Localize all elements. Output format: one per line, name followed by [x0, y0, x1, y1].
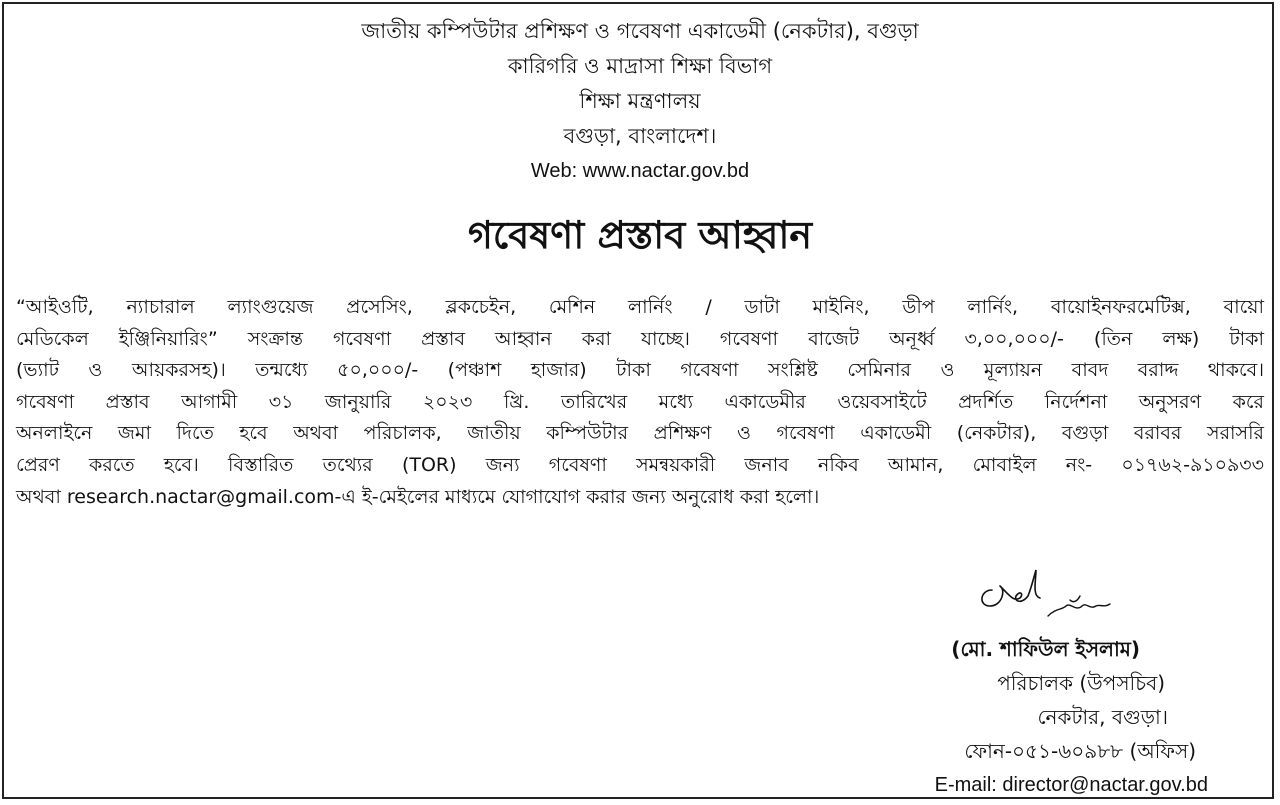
body-line: (ভ্যাট ও আয়করসহ)। তন্মধ্যে ৫০,০০০/- (পঞ্চাশ হাজার) টাকা গবেষণা সংশ্লিষ্ট সেমিনার ও মূল্যায়ন বাবদ বরাদ্দ থাকবে। — [16, 359, 1264, 382]
signatory-email: E-mail: director@nactar.gov.bd — [934, 774, 1208, 796]
notice-title: গবেষণা প্রস্তাব আহ্বান — [467, 213, 813, 257]
body-line: গবেষণা প্রস্তাব আগামী ৩১ জানুয়ারি ২০২৩ খ্রি. তারিখের মধ্যে একাডেমীর ওয়েবসাইটে প্রদর্শিত নির্দেশনা অনুসরণ করে — [16, 390, 1264, 413]
ministry-name: শিক্ষা মন্ত্রণালয় — [579, 89, 701, 113]
website: Web: www.nactar.gov.bd — [530, 160, 750, 182]
signatory-name: (মো. শাফিউল ইসলাম) — [951, 637, 1140, 661]
signatory-phone: ফোন-০৫১-৬০৯৮৮ (অফিস) — [964, 739, 1196, 763]
signatory-designation: পরিচালক (উপসচিব) — [997, 671, 1165, 695]
body-line: অনলাইনে জমা দিতে হবে অথবা পরিচালক, জাতীয় কম্পিউটার প্রশিক্ষণ ও গবেষণা একাডেমী (নেকটার), বগুড়া বরাবর সরাসরি — [16, 422, 1264, 445]
body-line: “আইওটি, ন্যাচারাল ল্যাংগুয়েজ প্রসেসিং, ব্লকচেইন, মেশিন লার্নিং / ডাটা মাইনিং, ডীপ লার্নিং, বায়োইনফরমেটিক্স, বায়ো — [16, 296, 1264, 318]
org-name: জাতীয় কম্পিউটার প্রশিক্ষণ ও গবেষণা একাডেমী (নেকটার), বগুড়া — [361, 19, 919, 43]
notice-body — [16, 292, 1264, 513]
body-line: মেডিকেল ইঞ্জিনিয়ারিং” সংক্রান্ত গবেষণা প্রস্তাব আহ্বান করা যাচ্ছে। গবেষণা বাজেট অনূর্ধ্ব ৩,০০,০০০/- (তিন লক্ষ) টাকা — [16, 327, 1264, 350]
signatory-office: নেকটার, বগুড়া। — [1037, 705, 1168, 729]
notice-header — [0, 14, 1280, 189]
body-line: প্রেরণ করতে হবে। বিস্তারিত তথ্যের (TOR) জন্য গবেষণা সমন্বয়কারী জনাব নকিব আমান, মোবাইল নং- ০১৭৬২-৯১০৯৩৩ — [16, 453, 1264, 476]
location: বগুড়া, বাংলাদেশ। — [563, 124, 717, 148]
body-line: অথবা research.nactar@gmail.com-এ ই-মেইলের মাধ্যমে যোগাযোগ করার জন্য অনুরোধ করা হলো। — [16, 485, 820, 508]
signature-image — [970, 560, 1140, 630]
division-name: কারিগরি ও মাদ্রাসা শিক্ষা বিভাগ — [507, 54, 773, 78]
signatory-block — [860, 632, 1260, 802]
